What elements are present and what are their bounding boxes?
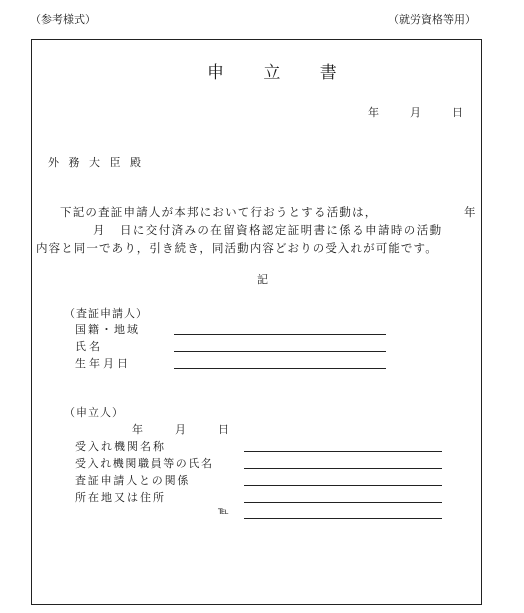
date-month-label: 月 xyxy=(410,106,421,119)
body-line-2: 日に交付済みの在留資格認定証明書に係る申請時の活動 xyxy=(120,223,443,237)
body-line-1-year: 年 xyxy=(464,205,477,219)
staff-name-label: 受入れ機関職員等の氏名 xyxy=(75,457,214,470)
body-line-2-month: 月 xyxy=(93,223,106,237)
form-category-label: （就労資格等用） xyxy=(388,13,476,26)
address-label: 所在地又は住所 xyxy=(75,491,166,504)
nationality-field[interactable] xyxy=(174,334,386,335)
ki-heading: 記 xyxy=(257,273,268,286)
declarant-date-month: 月 xyxy=(175,423,186,436)
staff-name-field[interactable] xyxy=(244,468,442,469)
sample-form-label: （参考様式） xyxy=(30,13,96,26)
nationality-label: 国籍・地域 xyxy=(75,323,140,336)
body-line-3: 内容と同一であり，引き続き，同活動内容どおりの受入れが可能です。 xyxy=(36,241,438,255)
birthdate-field[interactable] xyxy=(174,368,386,369)
addressee: 外 務 大 臣 殿 xyxy=(48,156,144,169)
relationship-label: 査証申請人との関係 xyxy=(75,474,191,487)
declarant-date-day: 日 xyxy=(218,423,229,436)
address-field[interactable] xyxy=(244,502,442,503)
declarant-section-heading: （申立人） xyxy=(64,406,124,419)
name-label: 氏名 xyxy=(75,340,103,353)
date-day-label: 日 xyxy=(452,106,463,119)
document-title: 申 立 書 xyxy=(207,63,354,83)
applicant-section-heading: （査証申請人） xyxy=(64,307,148,320)
date-year-label: 年 xyxy=(368,106,379,119)
declarant-date-year: 年 xyxy=(132,423,143,436)
org-name-label: 受入れ機関名称 xyxy=(75,440,166,453)
birthdate-label: 生年月日 xyxy=(75,357,131,370)
body-line-1: 下記の査証申請人が本邦において行おうとする活動は， xyxy=(60,205,378,219)
relationship-field[interactable] xyxy=(244,485,442,486)
name-field[interactable] xyxy=(174,351,386,352)
tel-label: ℡ xyxy=(218,506,229,517)
tel-field[interactable] xyxy=(244,518,442,519)
org-name-field[interactable] xyxy=(244,451,442,452)
